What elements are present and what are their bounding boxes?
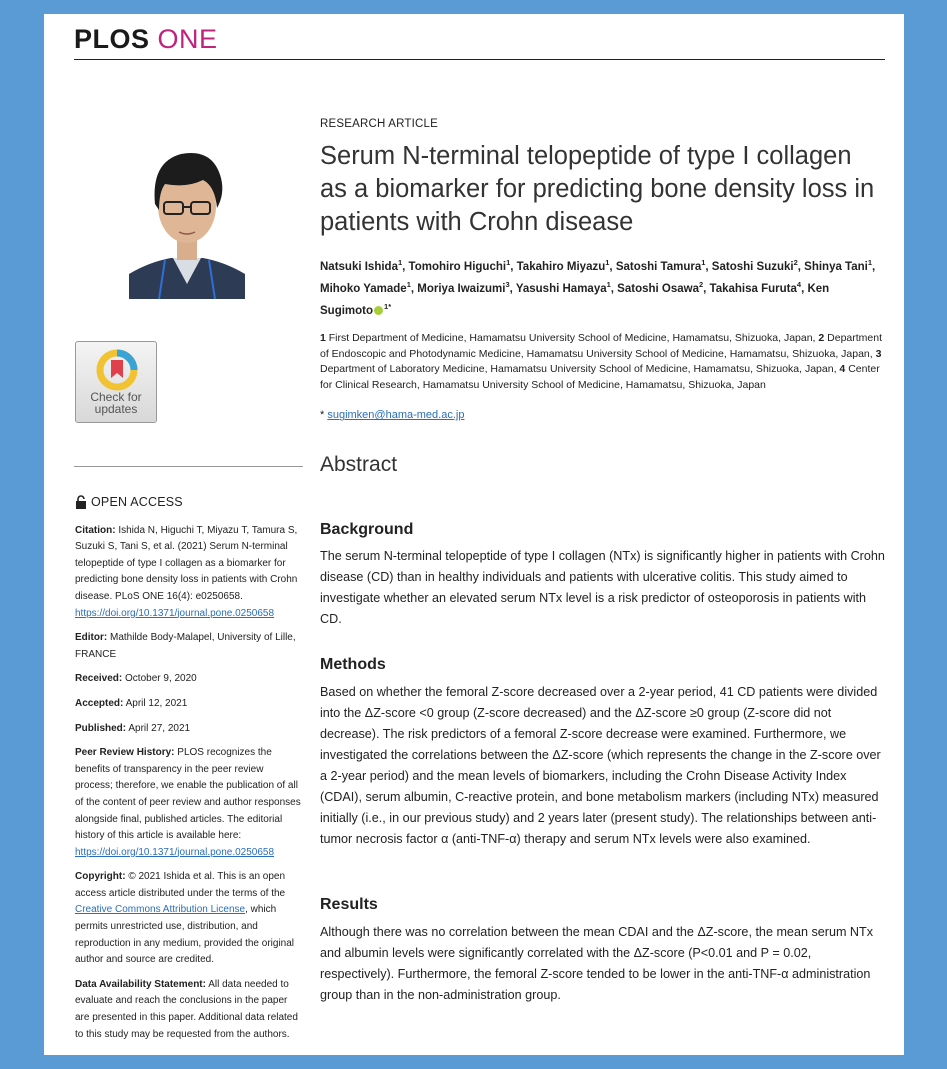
- citation-doi-link[interactable]: https://doi.org/10.1371/journal.pone.0250658: [75, 607, 275, 619]
- methods-heading: Methods: [320, 656, 386, 673]
- results-heading: Results: [320, 896, 378, 913]
- received-text: October 9, 2020: [125, 673, 197, 685]
- editor-block: [75, 630, 303, 663]
- corresponding-email: [320, 409, 885, 421]
- author-photo: [129, 134, 245, 299]
- header-rule: [74, 59, 885, 60]
- results-text: Although there was no correlation between the mean CDAI and the ΔZ-score, the mean serum NTx and albumin levels were significantly correlated with the ΔZ-score (P<0.01 and P = 0.02, respectively). Furthermore, the femoral Z-score tended to be lower in the anti-TNF-α administration group than in the non-administration group.: [320, 925, 874, 1002]
- author-affiliation-marker: 1: [606, 279, 611, 289]
- published-label: Published:: [75, 722, 127, 734]
- email-asterisk: *: [320, 409, 325, 422]
- accepted-text: April 12, 2021: [125, 697, 188, 709]
- author-affiliation-marker: 1: [867, 258, 873, 267]
- author-affiliation-marker: 1: [605, 258, 610, 267]
- received-block: [75, 671, 303, 688]
- orcid-icon[interactable]: [374, 306, 383, 315]
- affiliation-text: Center for Clinical Research, Hamamatsu University School of Medicine, Hamamatsu, Shizuoka, Japan: [320, 363, 880, 391]
- author-list: Natsuki Ishida$^1$, Tomohiro Higuchi$^1$, Takahiro Miyazu$^1$, Satoshi Tamura$^1$, Satoshi Suzuki$^2$, Shinya Tani$^1$, Mihoko Yamade$^1$, Moriya Iwaizumi$^3$, Yasushi Hamaya$^1$, Satoshi Osawa$^2$, Takahisa Furuta$^4$, Ken Sugimoto $^{1*}$: [320, 258, 876, 317]
- author-affiliation-marker: 1*: [384, 301, 392, 311]
- citation-label: Citation:: [75, 524, 116, 536]
- author-name[interactable]: Tomohiro Higuchi: [408, 260, 507, 273]
- editor-label: Editor:: [75, 632, 108, 644]
- crossmark-icon: [95, 348, 139, 392]
- author-name[interactable]: Ken Sugimoto: [320, 282, 830, 317]
- author-affiliation-marker: 1: [701, 258, 706, 267]
- background-heading: Background: [320, 521, 414, 538]
- email-link[interactable]: sugimken@hama-med.ac.jp: [327, 409, 465, 422]
- article-sidebar: [75, 494, 303, 1051]
- check-updates-line1: Check for: [90, 390, 142, 404]
- affiliation-text: Department of Laboratory Medicine, Hamamatsu University School of Medicine, Hamamatsu, Shizuoka, Japan,: [320, 363, 840, 376]
- methods-text: Based on whether the femoral Z-score decreased over a 2-year period, 41 CD patients were divided into the ΔZ-score <0 group (Z-score decreased) and the ΔZ-score ≥0 group (Z-score did not decrease). The risk predictors of a femoral Z-score decrease were examined. Furthermore, we investigated the correlations between the ΔZ-score (which represents the change in the Z-score over a 2-year period) and the mean levels of biomarkers, including the Crohn Disease Activity Index (CDAI), serum albumin, C-reactive protein, and bone metabolism markers (including NTx) measured initially (i.e., in our previous study) and 2 years later (present study). The relationships between anti-tumor necrosis factor α (anti-TNF-α) therapy and serum NTx levels were also examined.: [320, 685, 881, 846]
- author-affiliation-marker: 1: [406, 279, 411, 289]
- received-label: Received:: [75, 673, 123, 685]
- abstract-heading: Abstract: [320, 453, 398, 477]
- sidebar-rule: [74, 466, 303, 467]
- check-updates-line2: updates: [94, 402, 138, 416]
- open-access-label: [75, 494, 303, 511]
- data-availability-label: Data Availability Statement:: [75, 978, 206, 990]
- affiliation-number: 4: [839, 363, 849, 376]
- article-type: RESEARCH ARTICLE: [320, 118, 439, 130]
- accepted-label: Accepted:: [75, 697, 124, 709]
- author-affiliation-marker: 1: [506, 258, 511, 267]
- author-affiliation-marker: 2: [793, 258, 798, 267]
- author-name[interactable]: Satoshi Osawa: [617, 282, 699, 295]
- author-affiliation-marker: 3: [505, 279, 510, 289]
- plos-one-logo[interactable]: [74, 24, 218, 55]
- author-name[interactable]: Satoshi Tamura: [615, 260, 702, 273]
- author-affiliation-marker: 1: [397, 258, 403, 267]
- accepted-block: [75, 696, 303, 713]
- peer-review-text: PLOS recognizes the benefits of transparency in the peer review process; therefore, we enable the publication of all of the content of peer review and author responses alongside final, published articles. The editorial history of this article is available here:: [75, 747, 301, 842]
- peer-review-link[interactable]: https://doi.org/10.1371/journal.pone.0250658: [75, 846, 275, 858]
- affiliations: [320, 331, 885, 393]
- copyright-label: Copyright:: [75, 871, 126, 883]
- open-access-text: OPEN ACCESS: [91, 495, 183, 509]
- author-name[interactable]: Natsuki Ishida: [320, 260, 398, 273]
- affiliation-number: 3: [875, 347, 882, 360]
- citation-block: [75, 523, 303, 623]
- author-name[interactable]: Moriya Iwaizumi: [417, 282, 506, 295]
- license-link[interactable]: Creative Commons Attribution License: [75, 904, 246, 916]
- editor-text: Mathilde Body-Malapel, University of Lille, FRANCE: [75, 632, 296, 660]
- published-text: April 27, 2021: [128, 722, 191, 734]
- article-main: [320, 118, 885, 477]
- data-availability-block: [75, 977, 303, 1043]
- affiliation-number: 2: [818, 332, 828, 345]
- affiliation-text: Department of Endoscopic and Photodynamic Medicine, Hamamatsu University School of Medicine, Hamamatsu, Shizuoka, Japan,: [320, 332, 883, 360]
- article-page: [44, 14, 904, 1055]
- affiliation-text: First Department of Medicine, Hamamatsu University School of Medicine, Hamamatsu, Shizuoka, Japan,: [328, 332, 819, 345]
- affiliation-number: 1: [320, 332, 329, 345]
- author-affiliation-marker: 4: [796, 279, 802, 289]
- author-name[interactable]: Mihoko Yamade: [320, 282, 407, 295]
- author-name[interactable]: Takahisa Furuta: [709, 282, 797, 295]
- author-name[interactable]: Takahiro Miyazu: [516, 260, 606, 273]
- article-title: Serum N-terminal telopeptide of type I collagen as a biomarker for predicting bone density loss in patients with Crohn disease: [320, 142, 875, 236]
- author-name[interactable]: Yasushi Hamaya: [515, 282, 607, 295]
- background-text: The serum N-terminal telopeptide of type I collagen (NTx) is significantly higher in patients with Crohn disease (CD) than in healthy individuals and patients with ulcerative colitis. This study aimed to investigate whether an elevated serum NTx level is a risk predictor of osteoporosis in patients with CD.: [320, 549, 885, 626]
- author-name[interactable]: Satoshi Suzuki: [711, 260, 794, 273]
- published-block: [75, 721, 303, 738]
- peer-review-label: Peer Review History:: [75, 747, 175, 759]
- author-affiliation-marker: 2: [698, 279, 704, 289]
- logo-one: ONE: [157, 24, 218, 54]
- copyright-text-2: , which permits unrestricted use, distribution, and reproduction in any medium, provided the original author and source are credited.: [75, 904, 295, 966]
- copyright-block: [75, 869, 303, 969]
- copyright-text: © 2021 Ishida et al. This is an open access article distributed under the terms of the: [75, 871, 286, 899]
- logo-plos: PLOS: [74, 24, 150, 54]
- peer-review-block: [75, 745, 303, 861]
- citation-text: Ishida N, Higuchi T, Miyazu T, Tamura S, Suzuki S, Tani S, et al. (2021) Serum N-terminal telopeptide of type I collagen as a biomarker for predicting bone density loss in patients with Crohn disease. PLoS ONE 16(4): e0250658.: [75, 524, 298, 602]
- open-lock-icon: [75, 495, 87, 509]
- check-for-updates-badge[interactable]: [75, 341, 157, 423]
- author-name[interactable]: Shinya Tani: [804, 260, 868, 273]
- data-availability-text: All data needed to evaluate and reach the conclusions in the paper are presented in this paper. Additional data related to this study may be requested from the authors.: [75, 978, 298, 1040]
